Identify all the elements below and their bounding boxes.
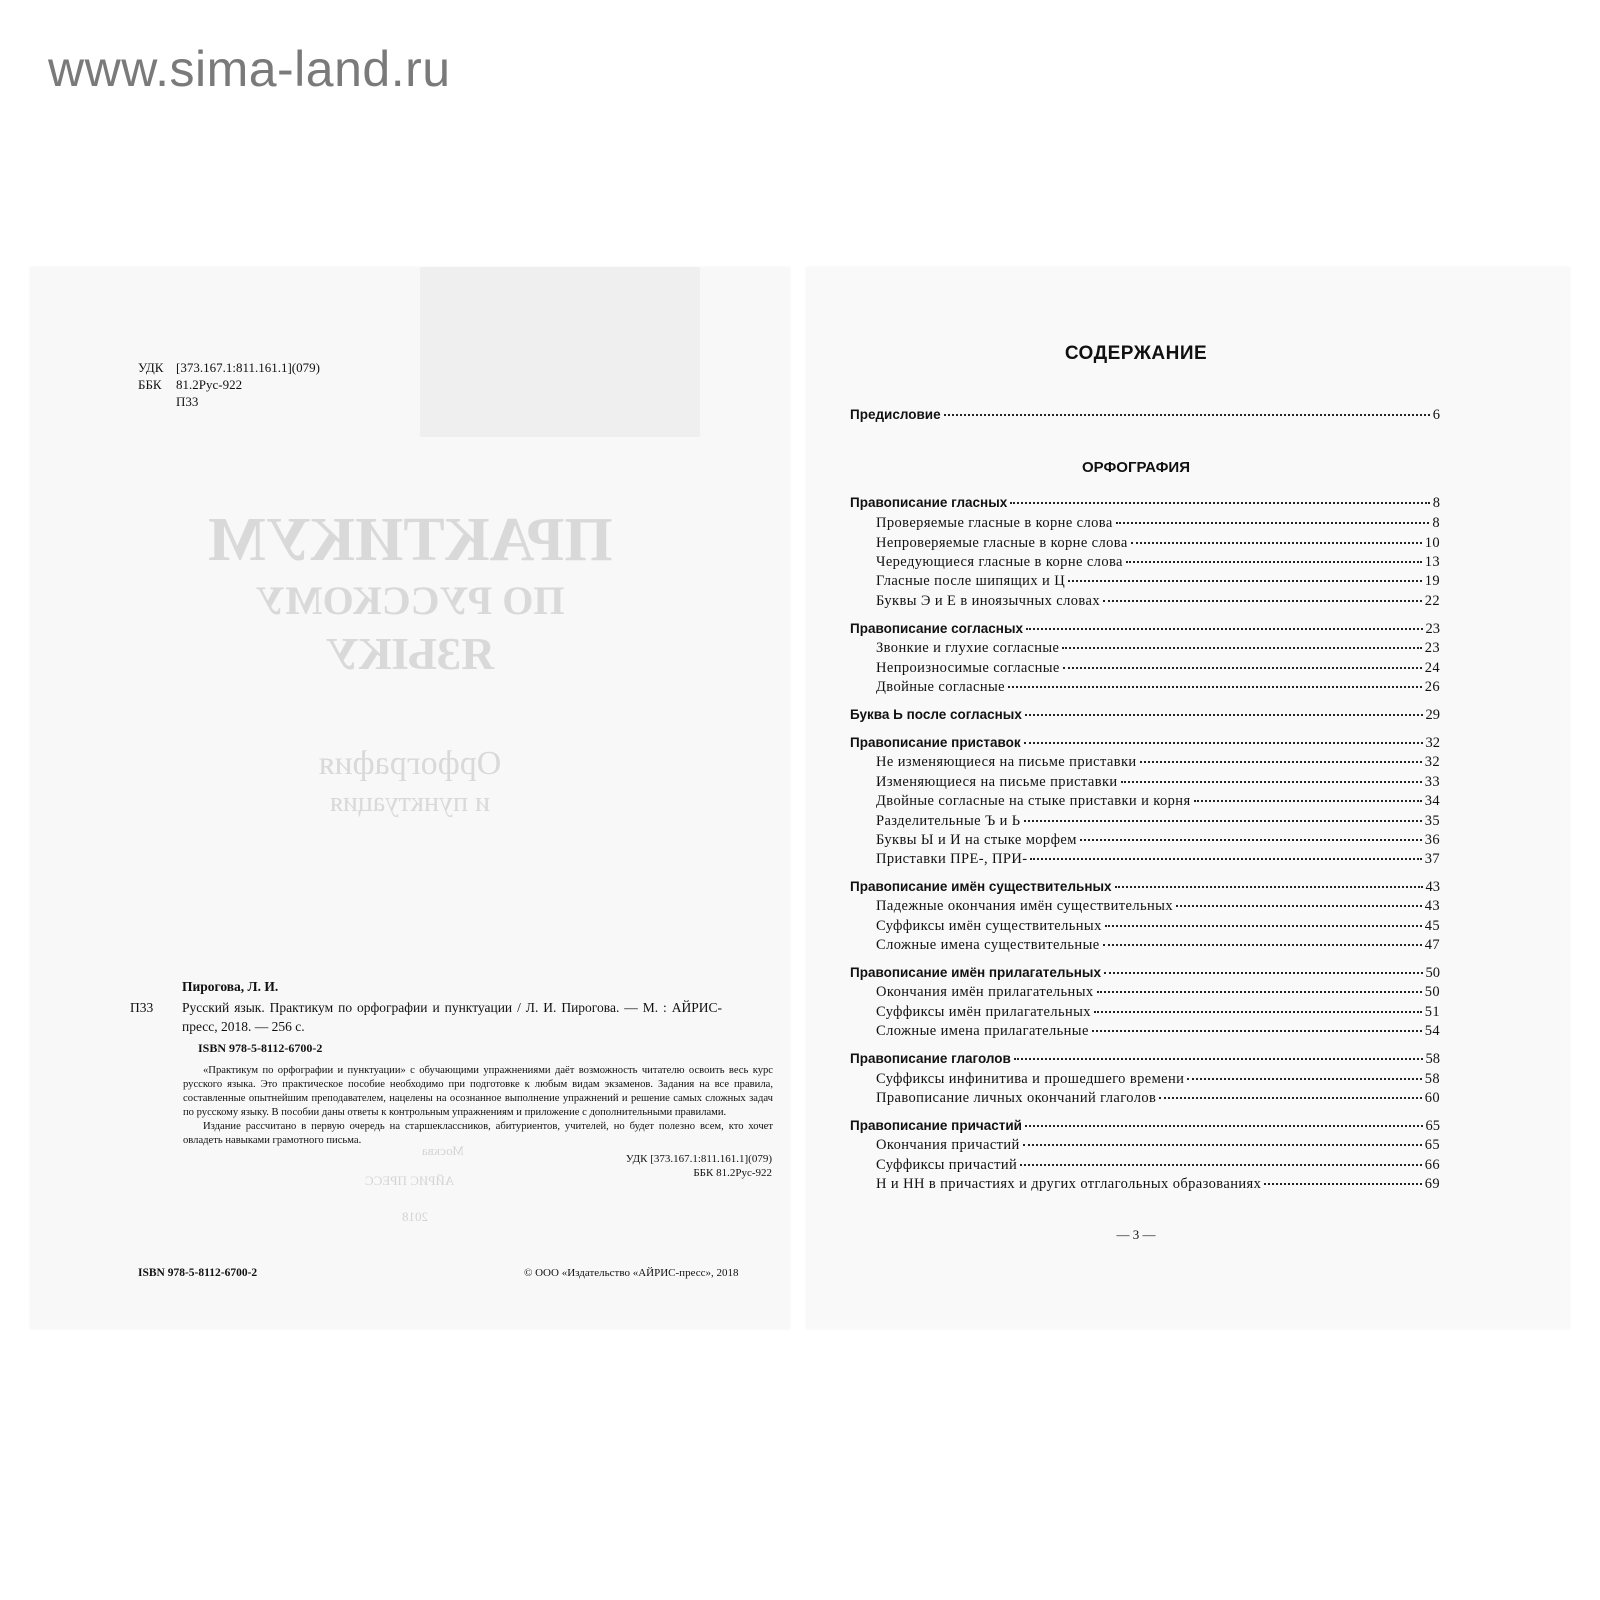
toc-entry-page: 50	[1424, 984, 1440, 1000]
left-page	[30, 267, 790, 1329]
toc-entry-page: 22	[1424, 593, 1440, 609]
bbk-value: 81.2Рус-922	[176, 377, 243, 392]
ghost-cover-subtitle-1: Орфография	[318, 745, 502, 782]
toc-section-entry	[850, 735, 1440, 752]
udc-bottom-line: УДК [373.167.1:811.161.1](079)	[625, 1153, 772, 1165]
toc-section-entry	[850, 407, 1440, 424]
toc-dot-leader	[1115, 886, 1423, 888]
udc-bottom	[550, 1152, 772, 1180]
toc-entry-label: Правописание причастий	[850, 1118, 1022, 1133]
toc-entry-page: 58	[1424, 1071, 1440, 1087]
toc-entry	[876, 813, 1440, 830]
toc-entry-label: Не изменяющиеся на письме приставки	[876, 754, 1137, 770]
toc-dot-leader	[1105, 925, 1422, 927]
toc-dot-leader	[1068, 580, 1422, 582]
toc-dot-leader	[1104, 972, 1423, 974]
toc-entry-label: Н и НН в причастиях и других отглагольных образованиях	[876, 1176, 1262, 1192]
toc-dot-leader	[1023, 1144, 1422, 1146]
copyright: © ООО «Издательство «АЙРИС-пресс», 2018	[524, 1267, 739, 1279]
toc-entry-label: Чередующиеся гласные в корне слова	[876, 554, 1123, 570]
toc-entry	[876, 1023, 1440, 1040]
toc-entry	[876, 640, 1440, 657]
toc-entry-page: 24	[1424, 660, 1440, 676]
toc-entry	[876, 1176, 1440, 1193]
toc-entry	[876, 774, 1440, 791]
toc-entry	[876, 1137, 1440, 1154]
toc-entry-page: 69	[1424, 1176, 1440, 1192]
toc-entry-label: Правописание гласных	[850, 495, 1008, 510]
toc-entry	[876, 754, 1440, 771]
udc-label: УДК	[138, 360, 164, 375]
bbk-bottom-line: ББК 81.2Рус-922	[693, 1167, 772, 1179]
toc-dot-leader	[1025, 714, 1423, 716]
toc-dot-leader	[1264, 1183, 1421, 1185]
toc-entry-page: 19	[1424, 573, 1440, 589]
author-code: П33	[176, 394, 199, 409]
toc-entry-label: Предисловие	[850, 407, 941, 422]
abstract-paragraph-1: «Практикум по орфографии и пунктуации» с обучающими упражнениями даёт возможность читателю освоить весь курс русского языка. Это практическое пособие необходимо при подготовке к любым видам экзаменов. Задания на все правила, составленные опытнейшим преподавателем, нацелены на осознанное выполнение упражнений и решение самых сложных задач по русскому языку. В пособии даны ответы к контрольным упражнениям и приложение с дополнительными правилами.	[183, 1065, 773, 1118]
ghost-publisher: АЙРИС ПРЕСС	[365, 1173, 455, 1188]
toc-entry-page: 23	[1425, 621, 1440, 637]
toc-entry-page: 32	[1424, 754, 1440, 770]
toc-entry-label: Суффиксы имён существительных	[876, 918, 1102, 934]
toc-entry-label: Непроизносимые согласные	[876, 660, 1060, 676]
ghost-cover-title-2: ПО РУССКОМУ	[255, 578, 565, 623]
toc-entry-page: 26	[1424, 679, 1440, 695]
toc-entry	[876, 1157, 1440, 1174]
toc-entry-label: Суффиксы инфинитива и прошедшего времени	[876, 1071, 1185, 1087]
toc-entry-label: Правописание приставок	[850, 735, 1021, 750]
toc-dot-leader	[1024, 820, 1422, 822]
toc-dot-leader	[1121, 781, 1422, 783]
isbn-bottom: ISBN 978-5-8112-6700-2	[138, 1267, 258, 1279]
toc-dot-leader	[1194, 800, 1422, 802]
abstract-paragraph-2: Издание рассчитано в первую очередь на старшеклассников, абитуриентов, учителей, но будет полезно всем, кто хочет овладеть навыками грамотного письма.	[183, 1121, 773, 1146]
toc-entry-label: Сложные имена существительные	[876, 937, 1100, 953]
ghost-cover-subtitle-2: и пунктуация	[330, 787, 490, 818]
toc-section-entry	[850, 1051, 1440, 1068]
udc-block	[138, 359, 320, 410]
toc-section-entry	[850, 707, 1440, 724]
udc-value: [373.167.1:811.161.1](079)	[176, 360, 320, 375]
toc-entry-page: 6	[1432, 407, 1440, 423]
toc-entry-label: Падежные окончания имён существительных	[876, 898, 1173, 914]
catalog-code: П33	[130, 1000, 154, 1015]
toc-dot-leader	[1062, 647, 1421, 649]
toc-entry-page: 32	[1425, 735, 1440, 751]
page-number: — 3 —	[1116, 1227, 1156, 1242]
catalog-isbn: ISBN 978-5-8112-6700-2	[198, 1041, 323, 1055]
toc-entry-label: Буквы Ы и И на стыке морфем	[876, 832, 1077, 848]
toc-dot-leader	[1103, 944, 1422, 946]
toc-entry-page: 8	[1432, 495, 1440, 511]
toc-entry-page: 33	[1424, 774, 1440, 790]
toc-entry-page: 65	[1425, 1118, 1440, 1134]
toc-entry-page: 29	[1425, 707, 1440, 723]
toc-entry-label: Правописание глаголов	[850, 1051, 1011, 1066]
toc-entry-label: Разделительные Ъ и Ь	[876, 813, 1021, 829]
site-watermark: www.sima-land.ru	[48, 41, 451, 97]
toc-entry-page: 47	[1424, 937, 1440, 953]
catalog-author: Пирогова, Л. И.	[182, 979, 279, 994]
toc-entry	[876, 851, 1440, 868]
toc-entry	[876, 1071, 1440, 1088]
toc-dot-leader	[1010, 502, 1430, 504]
toc-dot-leader	[944, 414, 1430, 416]
toc-entry-page: 23	[1424, 640, 1440, 656]
ghost-city: Москва	[422, 1143, 464, 1158]
toc-entry-page: 36	[1424, 832, 1440, 848]
toc-entry-page: 54	[1424, 1023, 1440, 1039]
toc-entry-label: Правописание согласных	[850, 621, 1023, 636]
toc-section-entry	[850, 621, 1440, 638]
ghost-cover-title-1: ПРАКТИКУМ	[207, 506, 613, 574]
toc-entry-page: 50	[1425, 965, 1440, 981]
toc-dot-leader	[1131, 542, 1422, 544]
toc-entry	[876, 793, 1440, 810]
toc-entry	[876, 573, 1440, 590]
toc-dot-leader	[1187, 1078, 1421, 1080]
toc-section-entry	[850, 495, 1440, 512]
toc-entry-page: 65	[1424, 1137, 1440, 1153]
toc-entry-page: 43	[1425, 879, 1440, 895]
toc-entry-label: Гласные после шипящих и Ц	[876, 573, 1066, 589]
toc-entry-page: 35	[1424, 813, 1440, 829]
toc-entry-page: 43	[1424, 898, 1440, 914]
toc-entry-page: 58	[1425, 1051, 1440, 1067]
toc-entry	[876, 984, 1440, 1001]
toc-entry-label: Буквы Э и Е в иноязычных словах	[876, 593, 1100, 609]
toc-entry-page: 51	[1424, 1004, 1440, 1020]
toc-entry-page: 13	[1424, 554, 1440, 570]
toc-dot-leader	[1140, 761, 1422, 763]
ghost-cover-title-3: ЯЗЫКУ	[325, 628, 495, 679]
toc-dot-leader	[1026, 628, 1423, 630]
toc-entry	[876, 515, 1440, 532]
toc-entry-page: 60	[1424, 1090, 1440, 1106]
toc-entry-label: Суффиксы причастий	[876, 1157, 1018, 1173]
toc-entry-page: 37	[1424, 851, 1440, 867]
catalog-description: Русский язык. Практикум по орфографии и пунктуации / Л. И. Пирогова. — М. : АЙРИС-пресс, 2018. — 256 с.	[182, 1000, 722, 1034]
toc-dot-leader	[1080, 839, 1422, 841]
toc-entry-label: Правописание личных окончаний глаголов	[876, 1090, 1157, 1106]
toc-entry-page: 34	[1424, 793, 1440, 809]
toc-entry-page: 10	[1424, 535, 1440, 551]
toc-entry-label: Двойные согласные	[876, 679, 1005, 695]
toc-entry-label: Буква Ь после согласных	[850, 707, 1022, 722]
toc-entry	[876, 898, 1440, 915]
toc-dot-leader	[1024, 742, 1423, 744]
toc-entry-label: Окончания причастий	[876, 1137, 1020, 1153]
toc-entry	[876, 679, 1440, 696]
toc-dot-leader	[1126, 561, 1422, 563]
toc-entry-label: Приставки ПРЕ-, ПРИ-	[876, 851, 1028, 867]
toc-entry-label: Правописание имён прилагательных	[850, 965, 1101, 980]
ghost-cover-block	[420, 267, 700, 437]
toc-entry-label: Проверяемые гласные в корне слова	[876, 515, 1113, 531]
toc-title: СОДЕРЖАНИЕ	[1064, 343, 1208, 364]
toc-entry	[876, 660, 1440, 677]
toc-dot-leader	[1176, 905, 1422, 907]
toc-entry-label: Сложные имена прилагательные	[876, 1023, 1089, 1039]
toc-section-entry	[850, 1118, 1440, 1135]
abstract	[183, 1064, 773, 1148]
toc-entry-label: Звонкие и глухие согласные	[876, 640, 1060, 656]
toc-entry-page: 8	[1432, 515, 1440, 531]
toc-section-entry	[850, 879, 1440, 896]
toc-dot-leader	[1063, 667, 1422, 669]
toc-entry	[876, 937, 1440, 954]
toc-entry	[876, 554, 1440, 571]
bbk-label: ББК	[138, 377, 162, 392]
toc-entry-label: Окончания имён прилагательных	[876, 984, 1094, 1000]
toc-entry	[876, 918, 1440, 935]
toc-dot-leader	[1020, 1164, 1422, 1166]
toc-dot-leader	[1103, 600, 1422, 602]
ghost-year: 2018	[402, 1209, 428, 1224]
toc-entry-label: Двойные согласные на стыке приставки и корня	[876, 793, 1191, 809]
toc-entry-page: 45	[1424, 918, 1440, 934]
toc-entry	[876, 1090, 1440, 1107]
toc-entry-label: Суффиксы имён прилагательных	[876, 1004, 1091, 1020]
toc-entry-label: Непроверяемые гласные в корне слова	[876, 535, 1128, 551]
right-page	[806, 267, 1570, 1329]
toc-entry-page: 66	[1424, 1157, 1440, 1173]
toc-dot-leader	[1008, 686, 1422, 688]
toc-entry	[876, 535, 1440, 552]
toc-dot-leader	[1025, 1125, 1423, 1127]
toc-dot-leader	[1094, 1011, 1422, 1013]
toc-dot-leader	[1159, 1097, 1421, 1099]
toc-dot-leader	[1116, 522, 1430, 524]
toc-entry-label: Изменяющиеся на письме приставки	[876, 774, 1118, 790]
toc-section-entry	[850, 965, 1440, 982]
toc-dot-leader	[1097, 991, 1422, 993]
toc-dot-leader	[1092, 1030, 1422, 1032]
toc-section-title: ОРФОГРАФИЯ	[1082, 459, 1190, 476]
toc-dot-leader	[1014, 1058, 1423, 1060]
toc-entry	[876, 593, 1440, 610]
toc-entry	[876, 832, 1440, 849]
toc-entry-label: Правописание имён существительных	[850, 879, 1112, 894]
toc-entry	[876, 1004, 1440, 1021]
toc-dot-leader	[1030, 858, 1421, 860]
